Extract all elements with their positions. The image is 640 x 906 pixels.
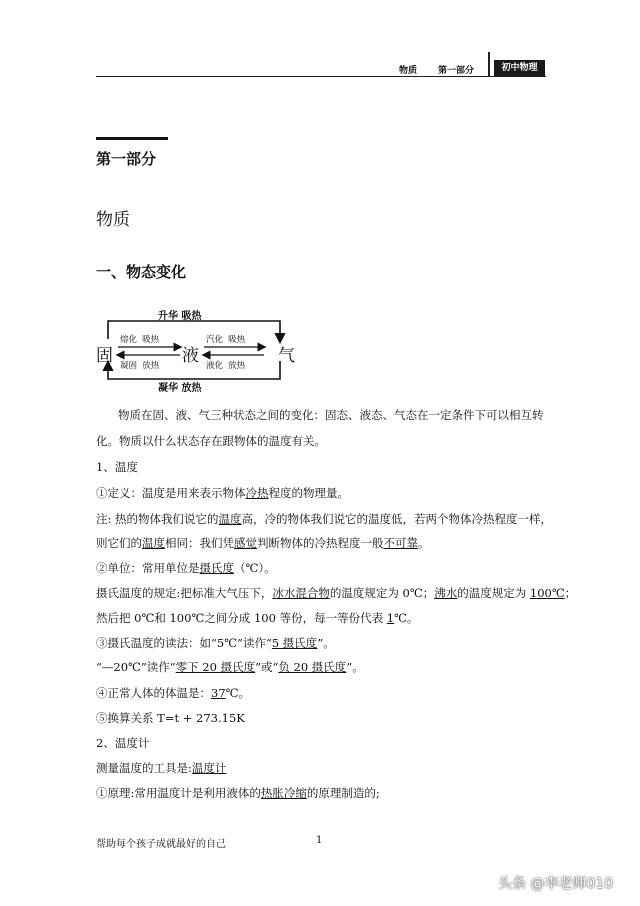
reading-line-1: ③摄氏温度的读法：如“5℃”读作“5 摄氏度”。 [96,636,335,650]
gas-label: 气 [278,346,295,366]
freeze-label: 凝固 放热 [120,361,160,371]
body-temperature-line: ④正常人体的体温是：37℃。 [96,686,251,700]
footer-slogan: 帮助每个孩子成就最好的自己 [96,839,226,850]
part-title: 第一部分 [96,150,157,168]
answer-blank: 摄氏度 [199,561,234,575]
header-part: 第一部分 [438,66,475,76]
answer-blank: 温度计 [191,761,227,775]
answer-blank: 零下 20 摄氏度 [175,660,256,674]
header-subject: 物质 [399,66,418,76]
watermark: 头条 @李老师010 [498,876,614,892]
answer-blank: 温度 [218,512,242,526]
definition-line: ①定义：温度是用来表示物体冷热程度的物理量。 [96,486,349,500]
vaporize-label: 汽化 吸热 [206,335,246,345]
note-line-1: 注: 热的物体我们说它的温度高，冷的物体我们说它的温度低，若两个物体冷热程度一样， [96,512,553,526]
answer-blank: 沸水 [434,586,458,600]
heading-thermometer: 2、温度计 [96,736,150,750]
section-title: 一、物态变化 [96,263,187,281]
part-title-rule [96,137,168,140]
liquid-label: 液 [182,346,199,366]
conversion-line: ⑤换算关系 T=t + 273.15K [96,711,245,725]
celsius-rule-line-2: 然后把 0℃和 100℃之间分成 100 等份，每一等份代表 1℃。 [96,611,419,625]
answer-blank: 负 20 摄氏度 [278,660,347,674]
intro-line-1: 物质在固、液、气三种状态之间的变化：固态、液态、气态在一定条件下可以相互转 [118,408,544,422]
answer-blank: 温度 [142,536,165,550]
header-rule [96,76,546,77]
answer-blank: 热胀冷缩 [260,786,307,800]
heading-temperature: 1、温度 [96,460,138,474]
answer-blank: 100℃ [529,586,565,600]
tool-line: 测量温度的工具是:温度计 [96,761,227,775]
principle-line: ①原理:常用温度计是利用液体的热胀冷缩的原理制造的; [96,786,380,800]
solid-label: 固 [96,346,113,366]
subject-title: 物质 [96,210,130,230]
note-line-2: 则它们的温度相同：我们凭感觉判断物体的冷热程度一般不可靠。 [96,536,430,550]
answer-blank: 感觉 [234,536,257,550]
answer-blank: 5 摄氏度 [271,636,318,650]
page-number: 1 [316,835,323,846]
answer-blank: 37 [211,686,226,700]
answer-blank: 不可靠 [383,536,418,550]
answer-blank: 冰水混合物 [272,586,330,600]
header-divider [488,52,490,76]
state-change-diagram [96,305,296,397]
melt-label: 熔化 吸热 [120,335,160,345]
header-badge: 初中物理 [494,60,545,76]
reading-line-2: “—20℃”读作“零下 20 摄氏度”或“负 20 摄氏度”。 [96,660,364,674]
answer-blank: 冷热 [245,486,269,500]
unit-line: ②单位：常用单位是摄氏度（℃）。 [96,561,276,575]
celsius-rule-line-1: 摄氏温度的规定:把标准大气压下，冰水混合物的温度规定为 0℃；沸水的温度规定为 100℃； [96,586,577,600]
intro-line-2: 化。物质以什么状态存在跟物体的温度有关。 [96,434,326,448]
deposition-label: 凝华 放热 [158,383,202,394]
answer-blank: 1 [386,611,395,625]
liquefy-label: 液化 放热 [206,361,246,371]
sublimation-label: 升华 吸热 [158,311,202,322]
